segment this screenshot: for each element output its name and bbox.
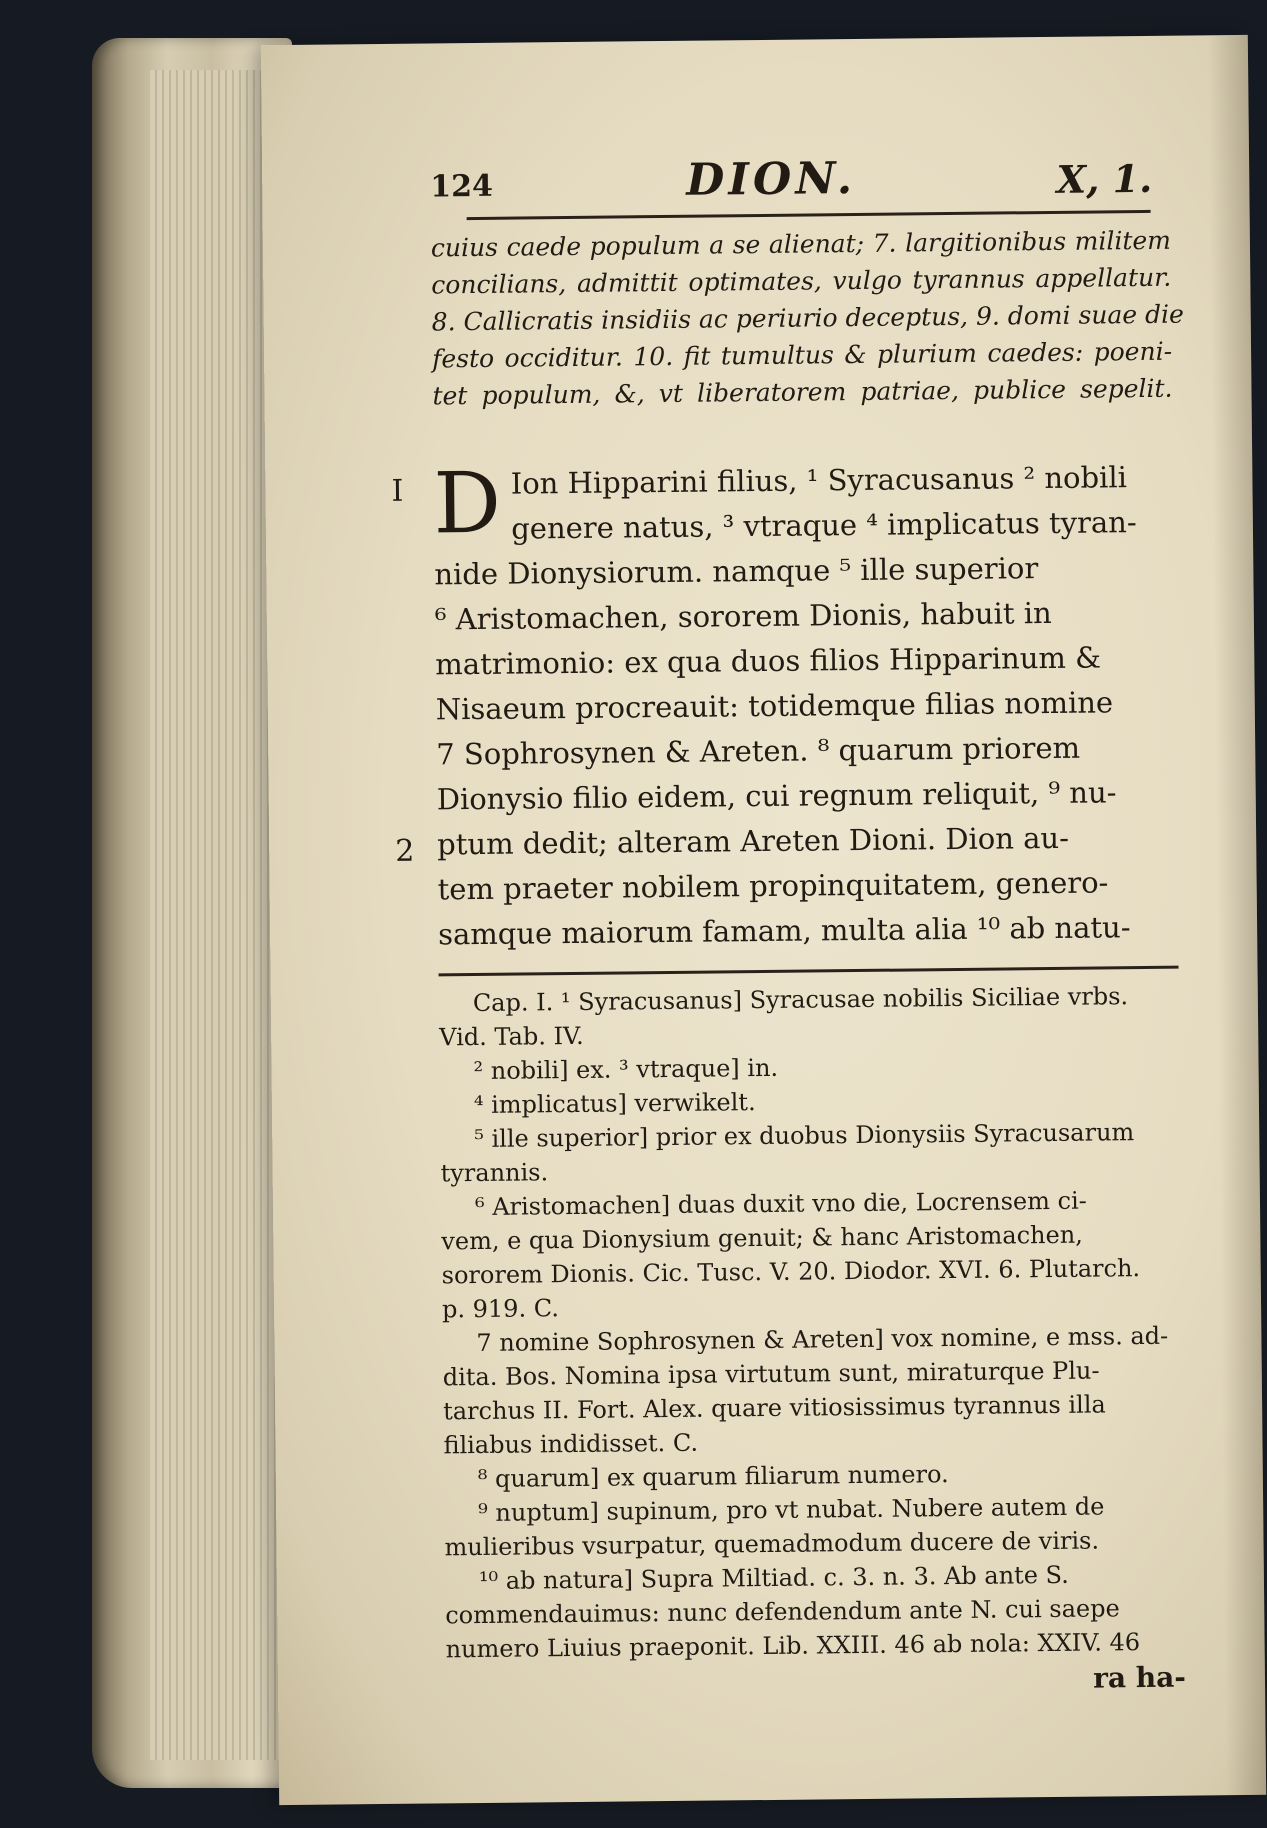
section-marker: 2: [395, 833, 415, 869]
text-line: Dionysio filio eidem, cui regnum reliquit, ⁹ nu-: [436, 775, 1117, 817]
footnote-line: tarchus II. Fort. Alex. quare vitiosissimus tyrannus illa: [442, 1390, 1106, 1426]
running-head: DION.: [685, 152, 857, 206]
footnote-line: ⁹ nuptum] supinum, pro vt nubat. Nubere autem de: [478, 1492, 1105, 1528]
footnote-line: dita. Bos. Nomina ipsa virtutum sunt, miraturque Plu-: [442, 1356, 1100, 1392]
main-text: [391, 453, 1178, 958]
chapter-summary: [430, 222, 1185, 415]
footnote-line: Vid. Tab. IV.: [439, 1021, 584, 1052]
summary-line: 8. Callicratis insidiis ac periurio deceptus, 9. domi suae die: [431, 299, 1185, 337]
footnote-line: commendauimus: nunc defendendum ante N. cui saepe: [445, 1594, 1120, 1630]
text-line: ptum dedit; alteram Areten Dioni. Dion au-: [437, 820, 1070, 862]
book-page: [261, 35, 1266, 1805]
footnote-line: vem, e qua Dionysium genuit; & hanc Aristomachen,: [441, 1220, 1083, 1256]
text-line: Ion Hipparini filius, ¹ Syracusanus ² nobili: [510, 460, 1128, 501]
chapter-number: I: [391, 473, 404, 509]
footnote-line: ⁴ implicatus] verwikelt.: [473, 1088, 756, 1120]
summary-line: tet populum, &, vt liberatorem patriae, publice sepelit.: [432, 373, 1173, 411]
footnote-line: sororem Dionis. Cic. Tusc. V. 20. Diodor. XVI. 6. Plutarch.: [441, 1254, 1141, 1290]
text-line: tem praeter nobilem propinquitatem, genero-: [437, 865, 1109, 907]
footnote-rule: [439, 966, 1179, 977]
header-rule: [467, 210, 1151, 220]
section-reference: X, 1.: [1056, 155, 1153, 202]
footnote-line: ² nobili] ex. ³ vtraque] in.: [473, 1053, 779, 1086]
summary-line: concilians, admittit optimates, vulgo tyrannus appellatur.: [431, 262, 1172, 300]
footnote-line: Cap. I. ¹ Syracusanus] Syracusae nobilis Siciliae vrbs.: [472, 982, 1129, 1018]
footnotes: [439, 979, 1186, 1703]
footnote-line: p. 919. C.: [441, 1294, 560, 1324]
text-line: genere natus, ³ vtraque ⁴ implicatus tyran-: [511, 505, 1137, 546]
footnote-line: filiabus indidisset. C.: [443, 1428, 699, 1460]
drop-cap: D: [433, 453, 502, 553]
summary-line: cuius caede populum a se alienat; 7. largitionibus militem: [430, 225, 1172, 263]
text-line: 7 Sophrosynen & Areten. ⁸ quarum priorem: [436, 730, 1081, 772]
page-header: [430, 138, 1171, 216]
footnote-line: ⁶ Aristomachen] duas duxit vno die, Locrensem ci-: [474, 1186, 1087, 1222]
footnote-line: ¹⁰ ab natura] Supra Miltiad. c. 3. n. 3. Ab ante S.: [478, 1560, 1069, 1596]
text-line: samque maiorum famam, multa alia ¹⁰ ab natu-: [437, 910, 1131, 952]
page-content: [391, 138, 1187, 1703]
text-line: matrimonio: ex qua duos filios Hipparinum &: [435, 640, 1102, 682]
footnote-line: ⁵ ille superior] prior ex duobus Dionysiis Syracusarum: [474, 1118, 1135, 1154]
footnote-line: tyrannis.: [440, 1158, 549, 1188]
text-line: ⁶ Aristomachen, sororem Dionis, habuit in: [434, 595, 1052, 637]
catchword: ra ha-: [1093, 1660, 1187, 1695]
text-line: Nisaeum procreauit: totidemque filias nomine: [435, 685, 1114, 727]
footnote-line: numero Liuius praeponit. Lib. XXIII. 46 ab nola: XXIV. 46: [445, 1628, 1141, 1664]
footnote-line: 7 nomine Sophrosynen & Areten] vox nomine, e mss. ad-: [476, 1321, 1169, 1358]
text-line: nide Dionysiorum. namque ⁵ ille superior: [434, 551, 1039, 592]
footnote-line: mulieribus vsurpatur, quemadmodum ducere de viris.: [444, 1526, 1100, 1562]
footnote-line: ⁸ quarum] ex quarum filiarum numero.: [477, 1460, 949, 1494]
page-number: 124: [430, 168, 494, 205]
summary-line: festo occiditur. 10. fit tumultus & plurium caedes: poeni-: [431, 336, 1173, 374]
